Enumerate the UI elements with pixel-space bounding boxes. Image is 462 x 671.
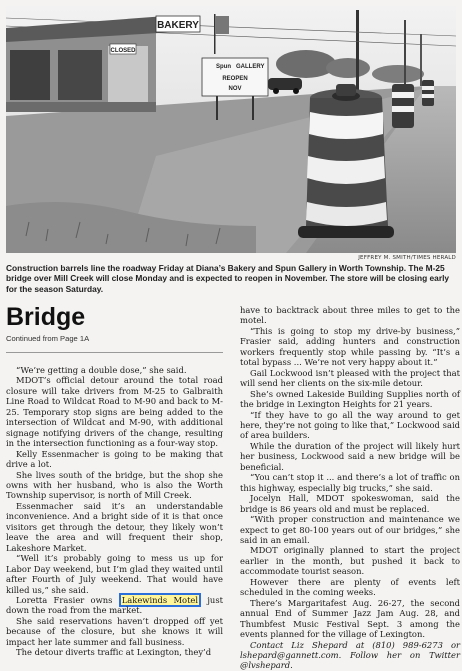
construction-barrel [298,84,394,238]
headline-divider [6,352,223,353]
article-column-left [6,303,223,658]
bakery-sign: BAKERY [157,20,199,31]
article-paragraph: MDOT originally planned to start the project earlier in the month, but pushed it back to accommodate tourist season. [240,545,460,577]
construction-scene-image [6,6,456,253]
photo-credit: JEFFREY M. SMITH/TIMES HERALD [358,255,456,261]
article-paragraph: “You can’t stop it ... and there’s a lot of traffic on this highway, especially big trucks,” she said. [240,472,460,493]
article-paragraph: Essenmacher said it’s an understandable inconvenience. And a bright side of it is that once visitors get through the detour, they likely won’t leave the area and will frequent their shop, Lakeshore Market. [6,500,223,553]
article-paragraph: “With proper construction and maintenance we expect to get 80-100 years out of our bridges,” she said in an email. [240,514,460,545]
article-paragraph: The detour diverts traffic at Lexington, they’d [16,647,212,658]
article-paragraph: While the duration of the project will likely hurt her business, Lockwood said a new bridge will be beneficial. [240,440,460,472]
article-paragraph: “This is going to stop my drive-by business,” Frasier said, adding hunters and construction workers frequently stop while passing by. “It’s a total bypass ... We’re not very happy about it.” [240,325,460,368]
author-contact: Contact Liz Shepard at (810) 989-6273 or lshepard@gannett.com. Follow her on Twitter @lvshepard. [240,639,460,671]
article-paragraph: “We’re getting a double dose,” she said. [16,365,187,375]
article-paragraph: Kelly Essenmacher is going to be making that drive a lot. [6,448,223,470]
article-paragraph-loretta [6,595,223,616]
article-paragraph: “If they have to go all the way around to get here, they’re not going to like that,” Lockwood said of area builders. [240,409,460,441]
news-photo [6,6,456,253]
article-headline: Bridge [6,303,86,331]
article-paragraph: Jocelyn Hall, MDOT spokeswoman, said the bridge is 86 years old and must be replaced. [240,493,460,514]
highlighted-motel-name[interactable]: Lakewinds Motel [119,593,201,607]
article-paragraph: However there are plenty of events left scheduled in the coming weeks. [240,576,460,598]
article-paragraph: She said reservations haven’t dropped off yet because of the closure, but she knows it will impact her late summer and fall business. [6,615,223,647]
article-paragraph: MDOT’s official detour around the total road closure will take drivers from M-25 to Galbraith Line Road to Wildcat Road to M-90 and back to M-25. Temporary stop signs are being added to the intersection of Wildcat and M-90, with additional signage notifying drivers of the change, resulting in the intersection functioning as a four-way stop. [6,375,223,449]
article-paragraph: have to backtrack about three miles to get to the motel. [240,305,460,326]
nov-sign: NOV [228,86,242,92]
loretta-text-after: just down the road from the market. [6,594,223,616]
article-paragraph: There’s Margaritafest Aug. 26-27, the second annual End of Summer Jazz Jam Aug. 28, and Thumbfest Music Festival Sept. 3 among the events planned for the village of Lexington. [240,597,460,640]
closed-sign: CLOSED [110,48,136,54]
spun-sign: Spun [216,64,231,70]
article-paragraph: She lives south of the bridge, but the shop she owns with her husband, who is also the Worth Township supervisor, is north of Mill Creek. [6,469,223,501]
article-column-right [240,305,460,671]
article-paragraph: “Well it’s probably going to mess us up for Labor Day weekend, but I’m glad they waited until after Fourth of July weekend. That would have killed us,” she said. [6,553,223,595]
article-paragraph: Gail Lockwood isn’t pleased with the project that will send her clients on the six-mile detour. [240,367,460,389]
continued-from-label: Continued from Page 1A [6,334,90,343]
gallery-sign: GALLERY [236,64,265,70]
photo-caption: Construction barrels line the roadway Friday at Diana’s Bakery and Spun Gallery in Worth Township. The M-25 bridge over Mill Creek will close Monday and is expected to reopen in November. The store will be closing early for the season Saturday. [6,263,450,294]
loretta-text-before: Loretta Frasier owns [16,594,119,605]
article-paragraph: She’s owned Lakeside Building Supplies north of the bridge in Lexington Heights for 21 years. [240,388,460,410]
reopen-sign: REOPEN [222,76,248,82]
